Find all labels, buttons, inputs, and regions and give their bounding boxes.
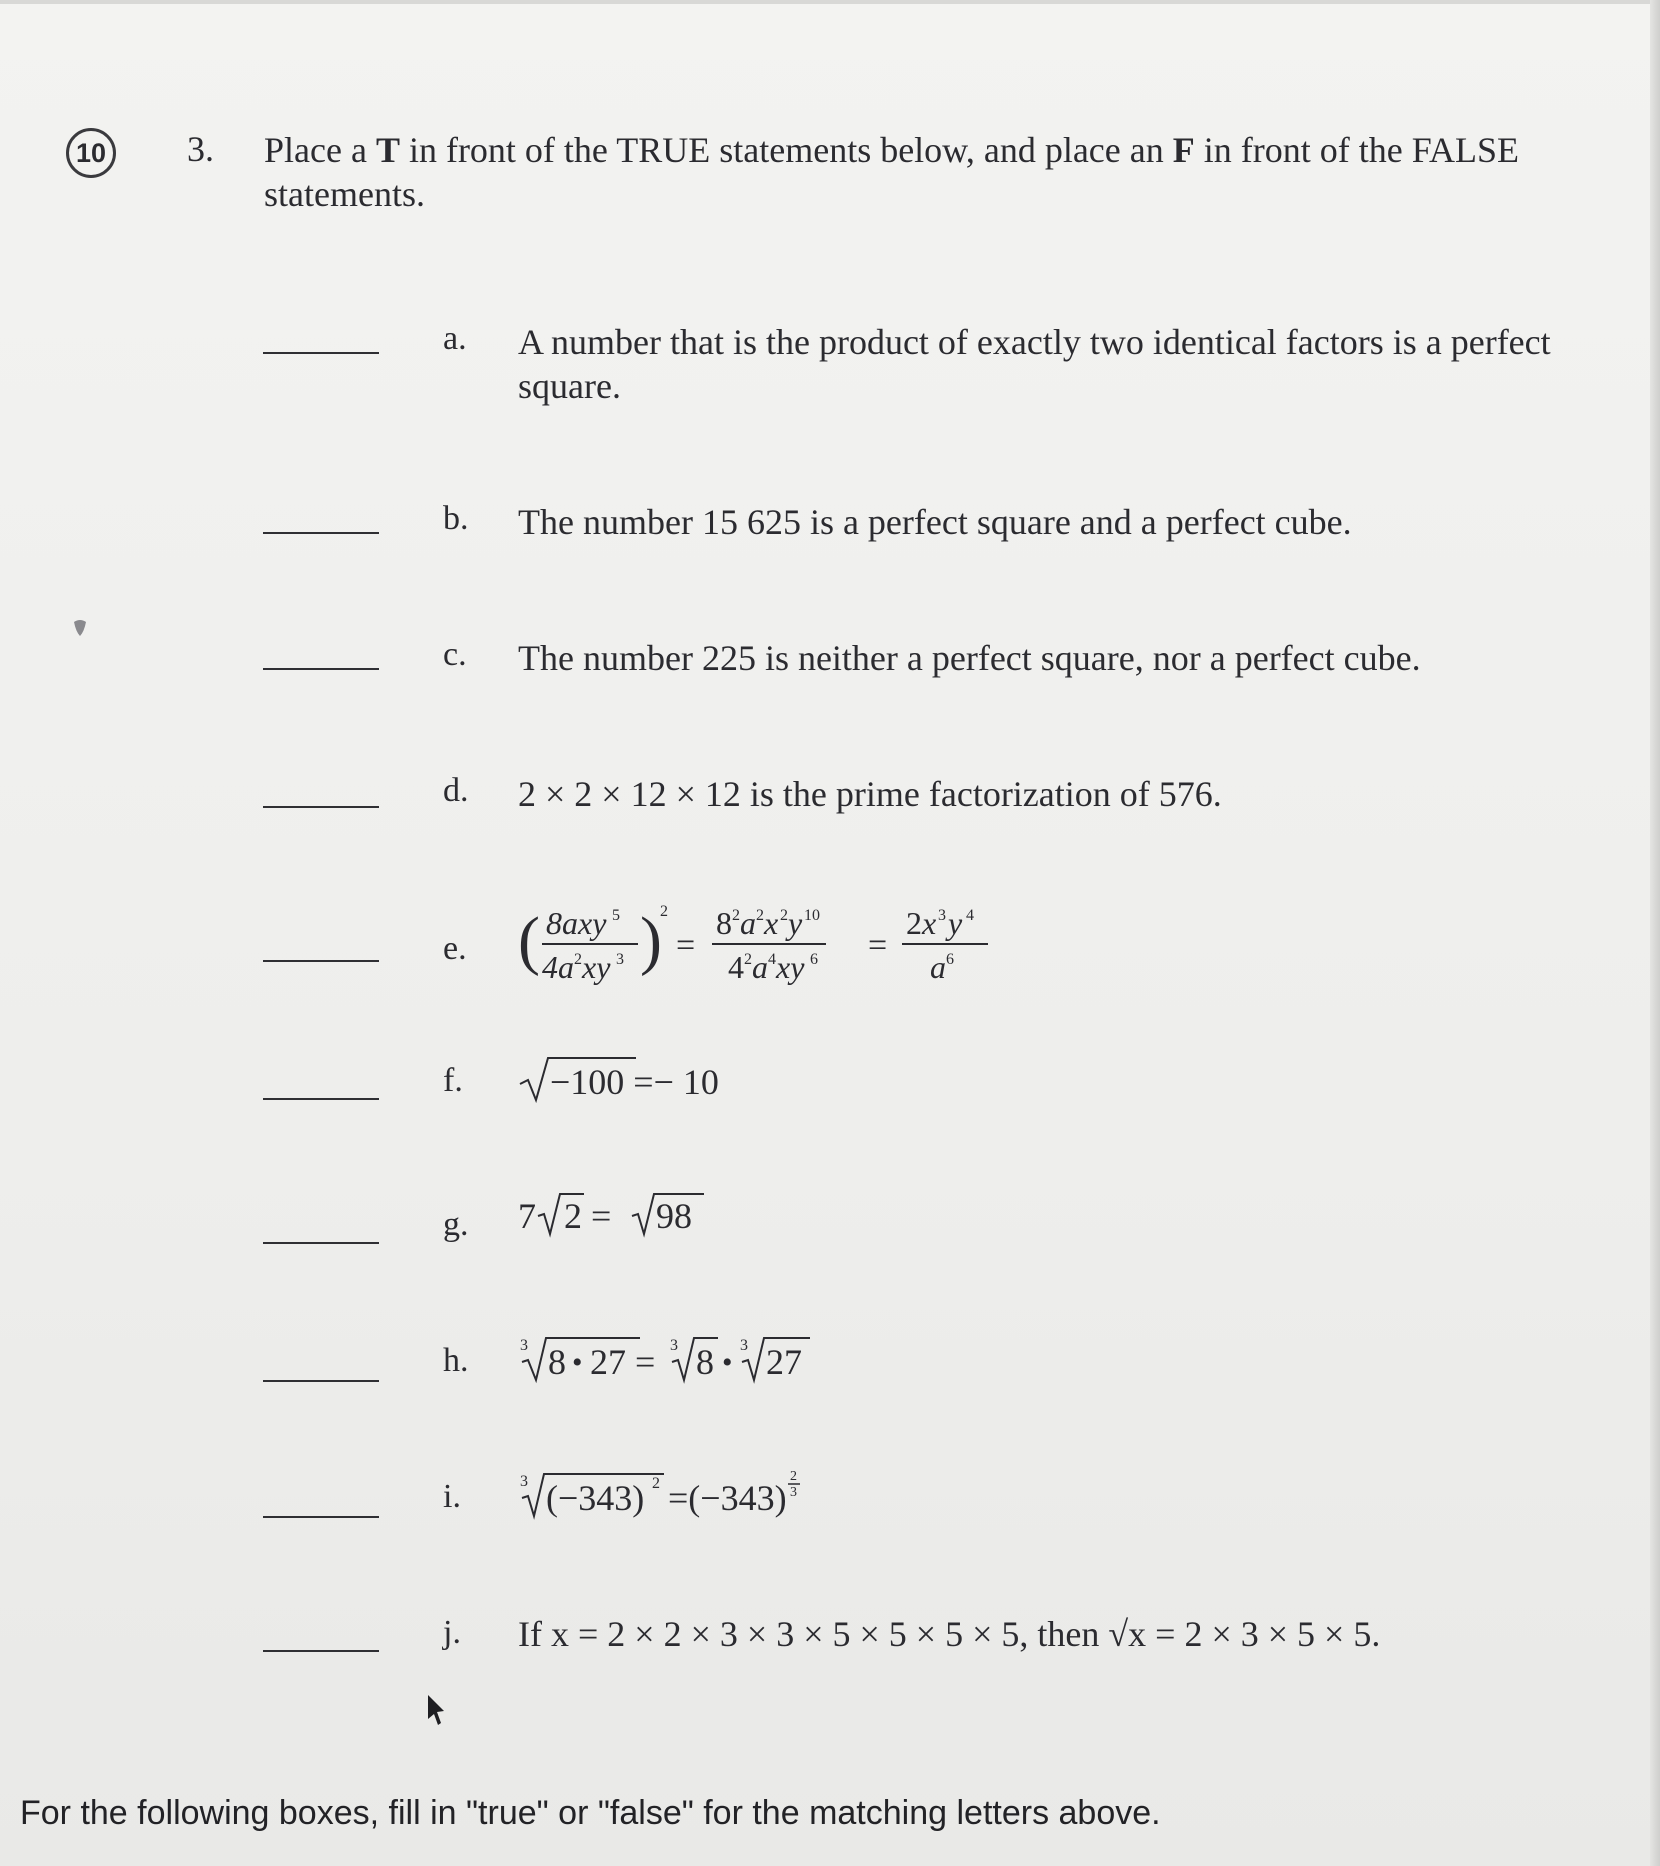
answer-blank-i[interactable] [263, 1516, 379, 1518]
svg-text:2: 2 [790, 1469, 797, 1484]
svg-text:(: ( [518, 904, 540, 977]
svg-text:4: 4 [966, 907, 974, 924]
item-statement-e [518, 898, 1038, 998]
prompt-part: Place a [264, 130, 376, 170]
svg-text:27: 27 [766, 1342, 802, 1382]
svg-text:xy: xy [582, 949, 611, 985]
answer-blank-g[interactable] [263, 1242, 379, 1244]
page-right-edge [1650, 0, 1660, 1866]
answer-blank-f[interactable] [263, 1098, 379, 1100]
answer-blank-h[interactable] [263, 1380, 379, 1382]
prompt-part: in front of the FALSE statements. [264, 130, 1520, 214]
item-statement-c: The number 225 is neither a perfect square, nor a perfect cube. [518, 638, 1421, 678]
item-letter-b: b. [443, 500, 469, 537]
svg-text:2: 2 [652, 1475, 660, 1492]
svg-text:2: 2 [780, 907, 788, 924]
svg-text:3: 3 [938, 907, 946, 924]
svg-text:4a: 4a [542, 949, 574, 985]
item-letter-d: d. [443, 772, 469, 809]
svg-text:6: 6 [946, 951, 954, 968]
svg-text:2: 2 [744, 951, 752, 968]
svg-text:4: 4 [728, 949, 744, 985]
answer-blank-c[interactable] [263, 668, 379, 670]
svg-text:a: a [930, 949, 946, 985]
item-statement-a: A number that is the product of exactly two identical factors is a perfect square. [518, 322, 1551, 406]
svg-text:3: 3 [740, 1337, 748, 1354]
item-letter-f: f. [443, 1062, 463, 1099]
item-letter-j: j. [443, 1614, 461, 1651]
svg-text:−100 =− 10: −100 =− 10 [550, 1062, 719, 1102]
svg-text:27 =: 27 = [590, 1342, 656, 1382]
item-letter-c: c. [443, 636, 467, 673]
prompt-true-letter: T [375, 130, 400, 170]
svg-text:3: 3 [790, 1485, 797, 1500]
svg-text:(−343): (−343) [546, 1478, 645, 1518]
answer-blank-b[interactable] [263, 532, 379, 534]
prompt-false-letter: F [1172, 130, 1195, 170]
svg-text:=(−343): =(−343) [668, 1478, 787, 1518]
item-statement-i [518, 1466, 878, 1526]
svg-text:8: 8 [696, 1342, 714, 1382]
item-letter-a: a. [443, 320, 467, 357]
svg-text:2: 2 [756, 907, 764, 924]
item-statement-f [518, 1048, 798, 1108]
svg-text:•: • [722, 1346, 733, 1379]
svg-text:y: y [948, 905, 963, 941]
ink-smudge-icon [72, 618, 88, 638]
answer-blank-a[interactable] [263, 352, 379, 354]
item-statement-j: If x = 2 × 2 × 3 × 3 × 5 × 5 × 5 × 5, then √x = 2 × 3 × 5 × 5. [518, 1614, 1381, 1654]
svg-text:=: = [868, 927, 888, 964]
svg-text:6: 6 [810, 951, 818, 968]
answer-blank-d[interactable] [263, 806, 379, 808]
svg-text:98: 98 [656, 1196, 692, 1236]
svg-text:xy: xy [776, 949, 805, 985]
svg-text:a: a [752, 949, 768, 985]
svg-text:8axy: 8axy [546, 905, 607, 941]
svg-text:3: 3 [670, 1337, 678, 1354]
svg-text:2: 2 [906, 905, 922, 941]
item-statement-h [518, 1328, 878, 1388]
svg-text:2: 2 [574, 951, 582, 968]
svg-text:x: x [764, 905, 779, 941]
svg-text:3: 3 [616, 951, 624, 968]
svg-text:x: x [922, 905, 937, 941]
points-badge [66, 128, 116, 178]
svg-text:7: 7 [518, 1196, 536, 1236]
svg-text:10: 10 [804, 907, 820, 924]
page-top-border [0, 0, 1660, 4]
svg-text:2 =: 2 = [564, 1196, 612, 1236]
svg-text:2: 2 [660, 903, 668, 920]
item-statement-d: 2 × 2 × 12 × 12 is the prime factorization of 576. [518, 774, 1222, 814]
svg-text:4: 4 [768, 951, 776, 968]
item-statement-g [518, 1184, 758, 1244]
points-value: 10 [75, 137, 107, 168]
item-letter-g: g. [443, 1206, 469, 1243]
svg-text:8: 8 [716, 905, 732, 941]
svg-text:): ) [640, 904, 662, 977]
svg-text:2: 2 [732, 907, 740, 924]
item-statement-b: The number 15 625 is a perfect square and a perfect cube. [518, 502, 1352, 542]
question-number: 3. [187, 129, 214, 169]
item-letter-i: i. [443, 1478, 461, 1515]
svg-text:5: 5 [612, 907, 620, 924]
svg-text:3: 3 [520, 1473, 528, 1490]
svg-text:y: y [788, 905, 803, 941]
answer-blank-j[interactable] [263, 1650, 379, 1652]
svg-text:•: • [572, 1346, 583, 1379]
answer-blank-e[interactable] [263, 960, 379, 962]
question-prompt [264, 128, 1594, 216]
item-letter-h: h. [443, 1342, 469, 1379]
svg-text:a: a [740, 905, 756, 941]
mouse-pointer-icon [426, 1693, 446, 1727]
svg-text:=: = [676, 927, 696, 964]
item-letter-e: e. [443, 930, 467, 967]
svg-text:3: 3 [520, 1337, 528, 1354]
prompt-part: in front of the TRUE statements below, and place an [399, 130, 1173, 170]
answer-instructions: For the following boxes, fill in "true" or "false" for the matching letters above. [20, 1794, 1161, 1832]
svg-text:8: 8 [548, 1342, 566, 1382]
